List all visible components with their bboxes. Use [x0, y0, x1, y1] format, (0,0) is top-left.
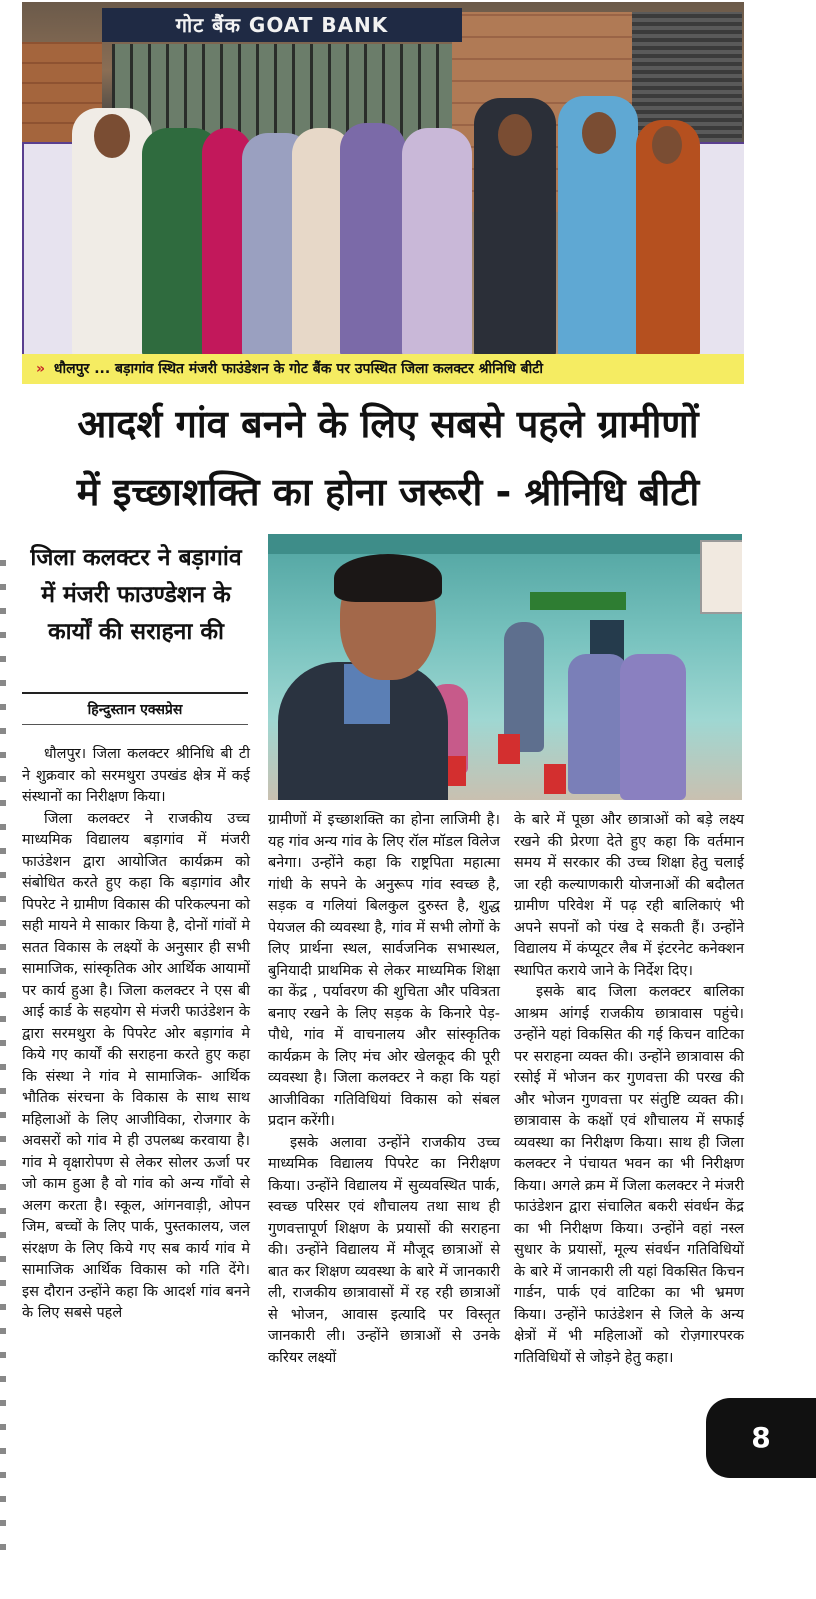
source-byline: हिन्दुस्तान एक्सप्रेस: [87, 702, 183, 718]
ceiling: [268, 534, 742, 554]
person-9-head: [582, 112, 616, 154]
worker-3: [620, 654, 686, 800]
divider-thin: [22, 724, 248, 725]
person-10-head: [652, 126, 682, 164]
page-number-badge: 8: [706, 1398, 816, 1478]
person-1-head: [94, 114, 130, 158]
subheadline: जिला कलक्टर ने बड़ागांव में मंजरी फाउण्डेशन के कार्यों की सराहना की: [30, 545, 242, 645]
headline-line-1: आदर्श गांव बनने के लिए सबसे पहले ग्रामीणों: [77, 402, 699, 446]
worker-2: [568, 654, 628, 794]
divider: [22, 692, 248, 694]
headline-line-2: में इच्छाशक्ति का होना जरूरी - श्रीनिधि बीटी: [76, 470, 700, 514]
top-photo: [22, 2, 744, 384]
wall-poster: [700, 540, 742, 614]
caption-marker: »: [36, 361, 46, 377]
worker-1: [504, 622, 544, 752]
col2-para-1: ग्रामीणों में इच्छाशक्ति का होना लाजिमी है। यह गांव अन्य गांव के लिए रॉल मॉडल विलेज बनेगा। उन्होंने कहा कि राष्ट्रपिता महात्मा गांधी के सपने के अनुरूप गांव स्वच्छ है, सड़क व गलियां बिलकुल दुरुस्त है, शुद्ध पेयजल की व्यवस्था है, गांव में सभी लोगों के लिए प्रार्थना स्थल, सार्वजनिक सभास्थल, बुनियादी प्राथमिक से लेकर माध्यमिक शिक्षा का केंद्र , पर्यावरण की शुचिता और पवित्रता बनाए रखने के लिए सड़क के किनारे पेड़- पौधे, गांव में वाचनालय और सांस्कृतिक कार्यक्रम के लिए मंच ओर खेलकूद की पूरी व्यवस्था है। जिला कलक्टर ने कहा कि यहां आजीविका गतिविधियां विकास को संबल प्रदान करेंगी।: [268, 812, 500, 1129]
col3-para-2: इसके बाद जिला कलक्टर बालिका आश्रम आंगई राजकीय छात्रावास पहुंचे। उन्होंने यहां विकसित की गई किचन वाटिका पर सराहना व्यक्त की। उन्होंने छात्रावास की रसोई में भोजन कर गुणवत्ता की परख की और भोजन गुणवत्ता पर संतुष्टि व्यक्त की। छात्रावास के कक्षों एवं शौचालय में सफाई व्यवस्था का निरीक्षण किया। साथ ही जिला कलक्टर ने पंचायत भवन का भी निरीक्षण किया। अगले क्रम में जिला कलक्टर ने मंजरी फाउंडेशन द्वारा संचालित बकरी संवर्धन केंद्र का भी निरीक्षण किया। उन्होंने वहां नस्ल सुधार के प्रयासों, मूल्य संवर्धन गतिविधियों के बारे में जानकारी ली यहां विकसित किचन गार्डन, पार्क एवं वाटिका का भी भ्रमण किया। उन्होंने फाउंडेशन से जिले के अन्य क्षेत्रों में भी महिलाओं को रोज़गारपरक गतिविधियों से जोड़ने हेतु कहा।: [514, 984, 744, 1366]
caption-text: धौलपुर ... बड़ागांव स्थित मंजरी फाउंडेशन के गोट बैंक पर उपस्थित जिला कलक्टर श्रीनिधि बीटी: [53, 361, 543, 377]
person-7: [402, 128, 472, 358]
wall-banner: [530, 592, 626, 610]
hair: [334, 554, 442, 602]
red-stool-3: [544, 764, 566, 794]
scan-edge-strip: [0, 560, 6, 1560]
col1-para-2: जिला कलक्टर ने राजकीय उच्च माध्यमिक विद्यालय बड़ागांव में मंजरी फाउंडेशन द्वारा आयोजित कार्यक्रम को संबोधित करते हुए कहा कि बड़ागांव और पिपरेट ने ग्रामीण विकास की परिकल्पना को सही मायने मे साकार किया है, दोनों गांवों मे सतत विकास के लक्ष्यों के अनुसार ही सभी सामाजिक, सांस्कृतिक ओर आर्थिक आयामों पर कार्य हुआ है। जिला कलक्टर ने एस बी आई कार्ड के सहयोग से मंजरी फाउंडेशन के द्वारा सरमथुरा के पिपरेट ओर बड़ागांव मे किये गए कार्यों की सराहना करते हुए कहा कि संस्था ने गांव मे सामाजिक- आर्थिक भौतिक संरचना के विकास के साथ साथ महिलाओं के लिए आजीविका, रोजगार के अवसरों को गांव मे ही उपलब्ध करवाया है। गांव मे वृक्षारोपण से लेकर सोलर ऊर्जा पर जो काम हुआ है वो गांव को अन्य गाँवो से अलग करता है। स्कूल, आंगनवाड़ी, ओपन जिम, बच्चों के लिए पार्क, पुस्तकालय, जल संरक्षण के लिए किये गए सब कार्य गांव मे सामाजिक आर्थिक विकास को गति देंगे। इस दौरान उन्होंने कहा कि आदर्श गांव बनने के लिए सबसे पहले: [22, 810, 250, 1321]
collector-portrait: [278, 554, 448, 800]
col2-para-2: इसके अलावा उन्होंने राजकीय उच्च माध्यमिक विद्यालय पिपरेट का निरीक्षण किया। उन्होंने विद्यालय में सुव्यवस्थित पार्क, स्वच्छ परिसर एवं शौचालय तथा साथ ही गुणवत्तापूर्ण शिक्षण के प्रयासों की सराहना की। उन्होंने विद्यालय में मौजूद छात्राओं से बात कर शिक्षण व्यवस्था के बारे में जानकारी ली, राजकीय छात्रावासों में रह रही छात्राओं से भोजन, आवास इत्यादि पर विस्तृत जानकारी ली। उन्होंने छात्राओं से उनके करियर लक्ष्यों: [268, 1134, 500, 1366]
article-column-3: [514, 810, 744, 1369]
red-stool-2: [498, 734, 520, 764]
person-6: [340, 123, 406, 358]
inspection-photo: [268, 534, 742, 800]
person-8-head: [498, 114, 532, 156]
photo-caption: [22, 354, 744, 384]
article-column-2: [268, 810, 500, 1369]
goat-bank-sign: गोट बैंक GOAT BANK: [102, 8, 462, 42]
col3-para-1: के बारे में पूछा और छात्राओं को बड़े लक्ष्य रखने की प्रेरणा देते हुए कहा कि वर्तमान समय में सरकार की उच्च शिक्षा हेतु चलाई जा रही कल्याणकारी योजनाओं की बदौलत ग्रामीण परिवेश में पढ़ रही बालिकाएं भी अपने सपनों को पंख दे सकती हैं। उन्होंने विद्यालय में कंप्यूटर लैब में इंटरनेट कनेक्शन स्थापित कराये जाने के निर्देश दिए।: [514, 812, 744, 979]
col1-para-1: धौलपुर। जिला कलक्टर श्रीनिधि बी टी ने शुक्रवार को सरमथुरा उपखंड क्षेत्र में कई संस्थानों का निरीक्षण किया।: [22, 746, 250, 805]
article-column-1: [22, 744, 250, 1325]
